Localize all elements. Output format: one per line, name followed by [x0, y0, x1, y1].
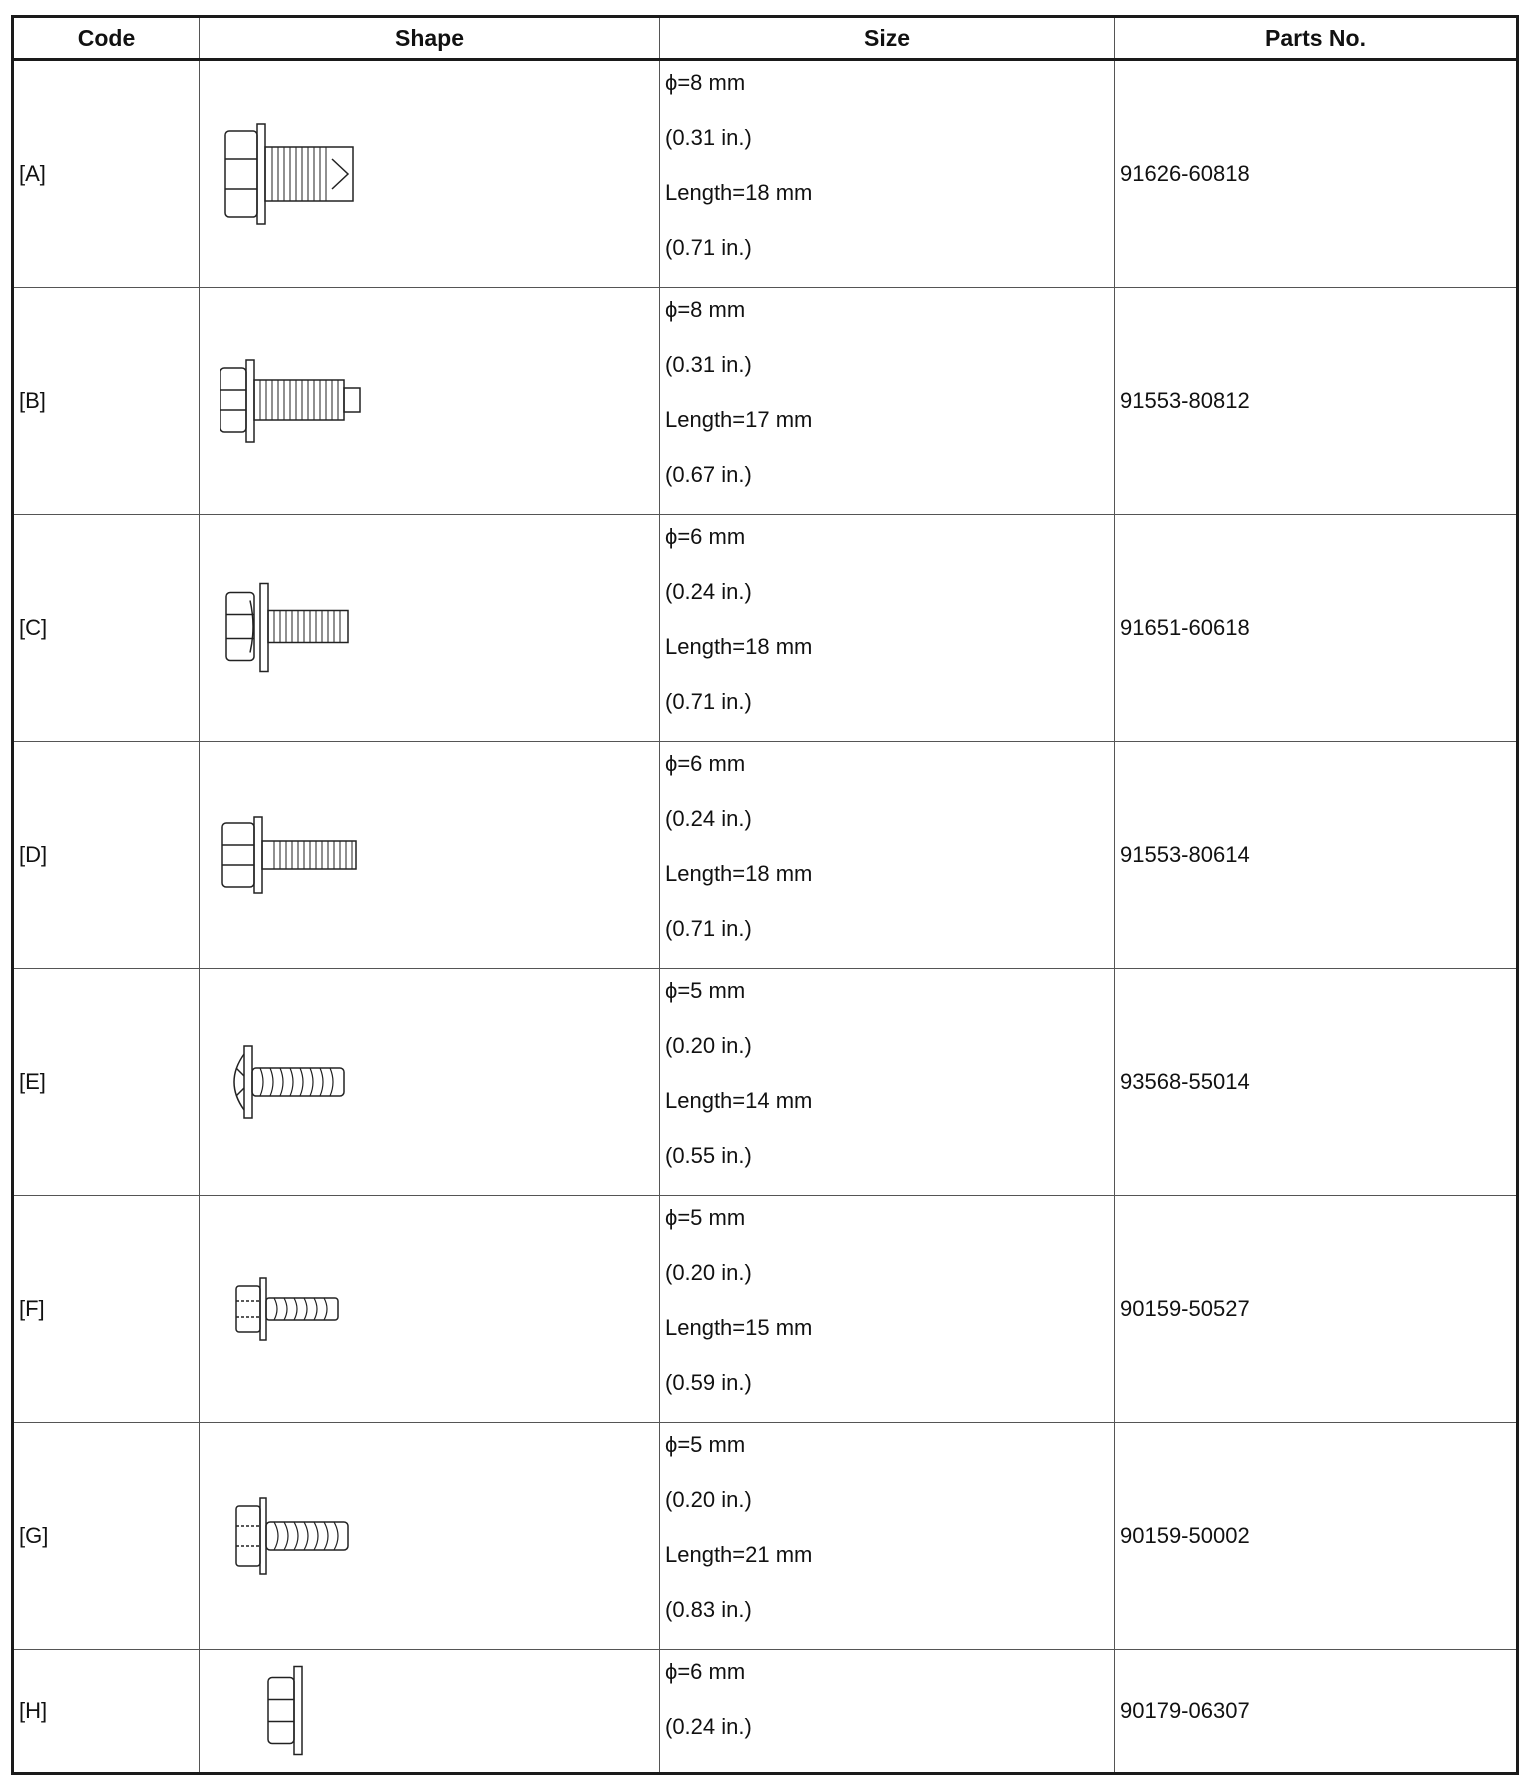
diameter-mm: ϕ=6 mm: [665, 751, 746, 776]
length-mm: Length=14 mm: [665, 1088, 813, 1113]
code-cell: [E]: [13, 969, 200, 1196]
length-mm: Length=18 mm: [665, 634, 813, 659]
header-parts-no: Parts No.: [1115, 17, 1518, 60]
hex-tapping-screw-icon: [220, 1274, 350, 1344]
table-row: [13, 969, 1518, 1196]
length-in: (0.67 in.): [665, 462, 752, 487]
size-cell: [660, 515, 1115, 742]
flange-bolt-icon: [220, 356, 380, 446]
diameter-mm: ϕ=5 mm: [665, 978, 746, 1003]
parts-no-cell: 93568-55014: [1115, 969, 1518, 1196]
flange-bolt-icon: [220, 815, 370, 895]
diameter-in: (0.20 in.): [665, 1487, 752, 1512]
tapping-screw-icon: [220, 1042, 360, 1122]
diameter-in: (0.31 in.): [665, 125, 752, 150]
diameter-in: (0.31 in.): [665, 352, 752, 377]
table-row: [13, 288, 1518, 515]
diameter-mm: ϕ=6 mm: [665, 1659, 746, 1684]
length-mm: Length=18 mm: [665, 861, 813, 886]
shape-cell: [200, 1650, 660, 1774]
parts-no-cell: 91553-80812: [1115, 288, 1518, 515]
length-mm: Length=17 mm: [665, 407, 813, 432]
table-row: [13, 1423, 1518, 1650]
parts-table: [11, 15, 1519, 1775]
diameter-mm: ϕ=8 mm: [665, 70, 746, 95]
parts-no-cell: 91651-60618: [1115, 515, 1518, 742]
diameter-in: (0.24 in.): [665, 579, 752, 604]
shape-cell: [200, 515, 660, 742]
code-cell: [C]: [13, 515, 200, 742]
length-in: (0.71 in.): [665, 916, 752, 941]
table-row: [13, 1196, 1518, 1423]
bolt-with-washer-icon: [220, 581, 360, 676]
code-cell: [B]: [13, 288, 200, 515]
parts-no-cell: 90159-50002: [1115, 1423, 1518, 1650]
length-in: (0.59 in.): [665, 1370, 752, 1395]
diameter-in: (0.24 in.): [665, 806, 752, 831]
diameter-in: (0.24 in.): [665, 1714, 752, 1739]
parts-no-cell: 91553-80614: [1115, 742, 1518, 969]
length-mm: Length=18 mm: [665, 180, 813, 205]
length-in: (0.71 in.): [665, 689, 752, 714]
flange-bolt-with-washer-icon: [220, 119, 370, 229]
diameter-in: (0.20 in.): [665, 1260, 752, 1285]
code-cell: [A]: [13, 60, 200, 288]
diameter-mm: ϕ=5 mm: [665, 1205, 746, 1230]
length-in: (0.83 in.): [665, 1597, 752, 1622]
diameter-in: (0.20 in.): [665, 1033, 752, 1058]
diameter-mm: ϕ=5 mm: [665, 1432, 746, 1457]
header-code: Code: [13, 17, 200, 60]
header-size: Size: [660, 17, 1115, 60]
size-cell: [660, 742, 1115, 969]
table-row: [13, 60, 1518, 288]
size-cell: [660, 1650, 1115, 1774]
header-shape: Shape: [200, 17, 660, 60]
shape-cell: [200, 288, 660, 515]
code-cell: [H]: [13, 1650, 200, 1774]
code-cell: [G]: [13, 1423, 200, 1650]
diameter-mm: ϕ=6 mm: [665, 524, 746, 549]
code-cell: [D]: [13, 742, 200, 969]
shape-cell: [200, 742, 660, 969]
shape-cell: [200, 60, 660, 288]
flange-nut-icon: [220, 1664, 320, 1759]
size-cell: [660, 1423, 1115, 1650]
length-mm: Length=21 mm: [665, 1542, 813, 1567]
size-cell: [660, 288, 1115, 515]
length-mm: Length=15 mm: [665, 1315, 813, 1340]
code-cell: [F]: [13, 1196, 200, 1423]
length-in: (0.71 in.): [665, 235, 752, 260]
size-cell: [660, 969, 1115, 1196]
header-row: [13, 17, 1518, 60]
shape-cell: [200, 1196, 660, 1423]
shape-cell: [200, 1423, 660, 1650]
table-row: [13, 742, 1518, 969]
size-cell: [660, 1196, 1115, 1423]
hex-tapping-screw-icon: [220, 1496, 360, 1576]
diameter-mm: ϕ=8 mm: [665, 297, 746, 322]
table-row: [13, 1650, 1518, 1774]
size-cell: [660, 60, 1115, 288]
parts-no-cell: 91626-60818: [1115, 60, 1518, 288]
shape-cell: [200, 969, 660, 1196]
parts-no-cell: 90159-50527: [1115, 1196, 1518, 1423]
table-row: [13, 515, 1518, 742]
length-in: (0.55 in.): [665, 1143, 752, 1168]
parts-no-cell: 90179-06307: [1115, 1650, 1518, 1774]
